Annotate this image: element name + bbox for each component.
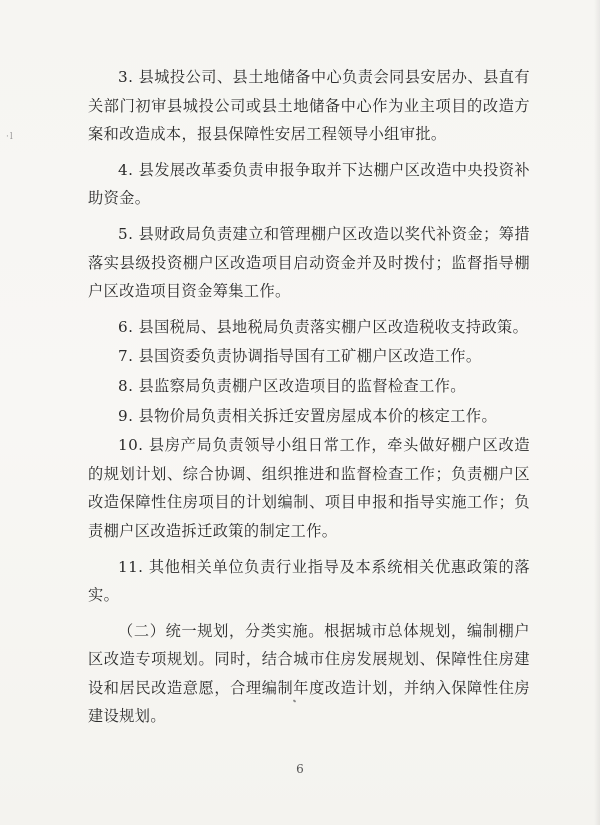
paragraph-item-3: 3. 县城投公司、县土地储备中心负责会同县安居办、县直有关部门初审县城投公司或县土地储备中心作为业主项目的改造方案和改造成本，报县保障性安居工程领导小组审批。 (88, 68, 530, 144)
margin-mark: ·l (6, 132, 14, 142)
page-edge-shadow (594, 0, 600, 825)
paragraph-item-8: 8. 县监察局负责棚户区改造项目的监督检查工作。 (118, 376, 466, 395)
page-number: 6 (296, 762, 304, 776)
paragraph-section-2: （二）统一规划，分类实施。根据城市总体规划，编制棚户区改造专项规划。同时，结合城市住房发展规划、保障性住房建设和居民改造意愿，合理编制年度改造计划，并纳入保障性住房建设规划。 (88, 621, 530, 726)
document-body (88, 63, 530, 738)
paragraph-item-5: 5. 县财政局负责建立和管理棚户区改造以奖代补资金；筹措落实县级投资棚户区改造项目启动资金并及时拨付；监督指导棚户区改造项目资金筹集工作。 (88, 224, 530, 301)
paragraph-item-6: 6. 县国税局、县地税局负责落实棚户区改造税收支持政策。 (118, 317, 529, 336)
paragraph-item-4: 4. 县发展改革委负责申报争取并下达棚户区改造中央投资补助资金。 (88, 160, 530, 208)
paragraph-item-9: 9. 县物价局负责相关拆迁安置房屋成本价的核定工作。 (118, 406, 498, 425)
paragraph-item-7: 7. 县国资委负责协调指导国有工矿棚户区改造工作。 (118, 347, 482, 366)
paragraph-item-10: 10. 县房产局负责领导小组日常工作，牵头做好棚户区改造的规划计划、综合协调、组织推进和监督检查工作；负责棚户区改造保障性住房项目的计划编制、项目申报和指导实施工作；负责棚户区改造拆迁政策的制定工作。 (88, 436, 530, 540)
paragraph-item-11: 11. 其他相关单位负责行业指导及本系统相关优惠政策的落实。 (88, 557, 530, 605)
